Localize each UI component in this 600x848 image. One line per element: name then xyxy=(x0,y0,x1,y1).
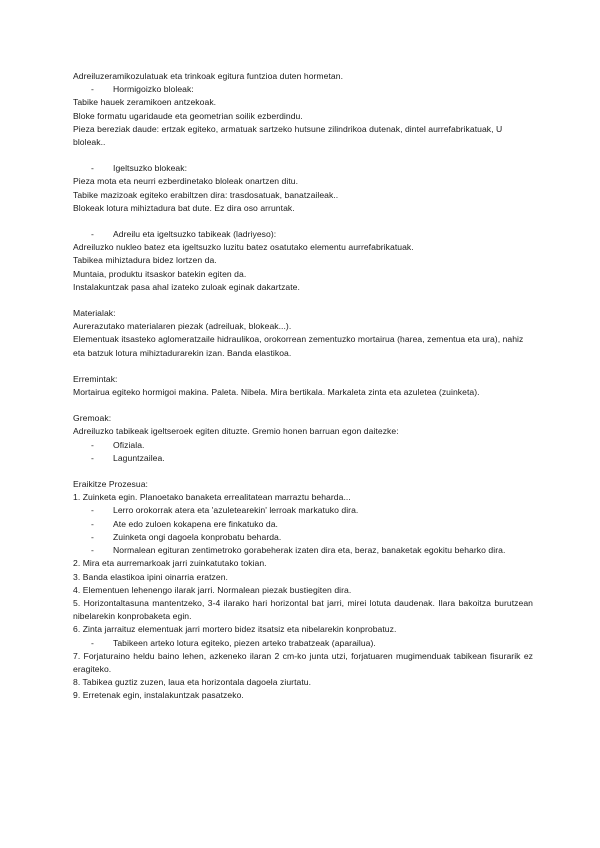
intro-text: Adreiluzeramikozulatuak eta trinkoak egitura funtzioa duten hormetan. xyxy=(73,71,344,81)
materialak-line-1: Aurerazutako materialaren piezak (adreiluak, blokeak...). xyxy=(73,321,292,332)
adreilu-line-1: Adreiluzko nukleo batez eta igeltsuzko luzitu batez osatutako elementu aurrefabrikatuak. xyxy=(73,242,414,253)
igeltsu-line-3: Blokeak lotura mihiztadura bat dute. Ez dira oso arruntak. xyxy=(73,202,295,213)
prozesua-heading: Eraikitze Prozesua: xyxy=(73,479,148,490)
gremioak-heading: Gremoak: xyxy=(73,413,112,424)
prozesua-step-8: 8. Tabikea guztiz zuzen, laua eta horizontala dagoela ziurtatu. xyxy=(73,677,312,688)
prozesua-step-1: 1. Zuinketa egin. Planoetako banaketa errealitatean marraztu beharda... xyxy=(73,492,351,503)
prozesua-step-3: 3. Banda elastikoa ipini oinarria eratzen. xyxy=(73,571,228,582)
hormigoi-line-1: Tabike hauek zeramikoen antzekoak. xyxy=(73,97,217,108)
prozesua-step-9: 9. Erretenak egin, instalakuntzak pasatzeko. xyxy=(73,690,244,701)
adreilu-line-4: Instalakuntzak pasa ahal izateko zuloak eginak dakartzate. xyxy=(73,281,300,292)
adreilu-line-3: Muntaia, produktu itsaskor batekin egiten da. xyxy=(73,268,247,279)
step1-item-1: - Lerro orokorrak atera eta 'azuletearekin' lerroak markatuko dira. xyxy=(73,504,533,517)
prozesua-step-2: 2. Mira eta aurremarkoak jarri zuinkatutako tokian. xyxy=(73,558,267,569)
hormigoi-heading: - Hormigoizko bloleak: xyxy=(73,83,533,96)
igeltsu-heading: - Igeltsuzko blokeak: xyxy=(73,162,533,175)
hormigoi-line-3: Pieza bereziak daude: ertzak egiteko, armatuak sartzeko hutsune zilindrikoa dutenak, dintel aurrefabrikatuak, U bloleak.. xyxy=(73,123,503,148)
prozesua-step-6: 6. Zinta jarraituz elementuak jarri mortero bidez itsatsiz eta nibelarekin konprobatuz. xyxy=(73,624,397,635)
erremintak-heading: Erremintak: xyxy=(73,373,118,384)
gremioak-item-laguntzailea: - Laguntzailea. xyxy=(73,452,533,465)
step1-item-3: - Zuinketa ongi dagoela konprobatu beharda. xyxy=(73,531,533,544)
igeltsu-line-2: Tabike mazizoak egiteko erabiltzen dira: trasdosatuak, banatzaileak.. xyxy=(73,189,339,200)
step1-item-4: - Normalean egituran zentimetroko gorabeherak izaten dira eta, beraz, banaketak egokitu beharko dira. xyxy=(73,544,533,557)
prozesua-step-4: 4. Elementuen lehenengo ilarak jarri. Normalean piezak bustiegiten dira. xyxy=(73,584,352,595)
document-page xyxy=(73,70,533,703)
step6-item-1: - Tabikeen arteko lotura egiteko, piezen arteko trabatzeak (aparailua). xyxy=(73,637,533,650)
prozesua-step-7: 7. Forjaturaino heldu baino lehen, azkeneko ilaran 2 cm-ko junta utzi, forjatuaren mugimenduak tabikean fisurarik ez eragiteko. xyxy=(73,650,533,674)
erremintak-line-1: Mortairua egiteko hormigoi makina. Paleta. Nibela. Mira bertikala. Markaleta zinta eta azuletea (zuinketa). xyxy=(73,387,480,398)
materialak-line-2: Elementuak itsasteko aglomeratzaile hidraulikoa, orokorrean zementuzko mortairua (harea, zementua eta ura), nahiz eta batzuk lotura mihiztadurarekin izan. Banda elastikoa. xyxy=(73,334,524,358)
prozesua-step-5: 5. Horizontaltasuna mantentzeko, 3-4 ilarako hari horizontal bat jarri, mirei lotuta daudenak. Ilara bakoitza burutzean nibelarekin konprobaketa egin. xyxy=(73,597,533,622)
gremioak-item-ofiziala: - Ofiziala. xyxy=(73,439,533,452)
hormigoi-line-2: Bloke formatu ugaridaude eta geometrian soilik ezberdindu. xyxy=(73,110,303,121)
igeltsu-line-1: Pieza mota eta neurri ezberdinetako bloleak onartzen ditu. xyxy=(73,176,299,187)
adreilu-heading: - Adreilu eta igeltsuzko tabikeak (ladriyeso): xyxy=(73,228,533,241)
step1-item-2: - Ate edo zuloen kokapena ere finkatuko da. xyxy=(73,518,533,531)
materialak-heading: Materialak: xyxy=(73,308,116,319)
gremioak-intro: Adreiluzko tabikeak igeltseroek egiten dituzte. Gremio honen barruan egon daitezke: xyxy=(73,426,399,437)
adreilu-line-2: Tabikea mihiztadura bidez lortzen da. xyxy=(73,255,217,266)
